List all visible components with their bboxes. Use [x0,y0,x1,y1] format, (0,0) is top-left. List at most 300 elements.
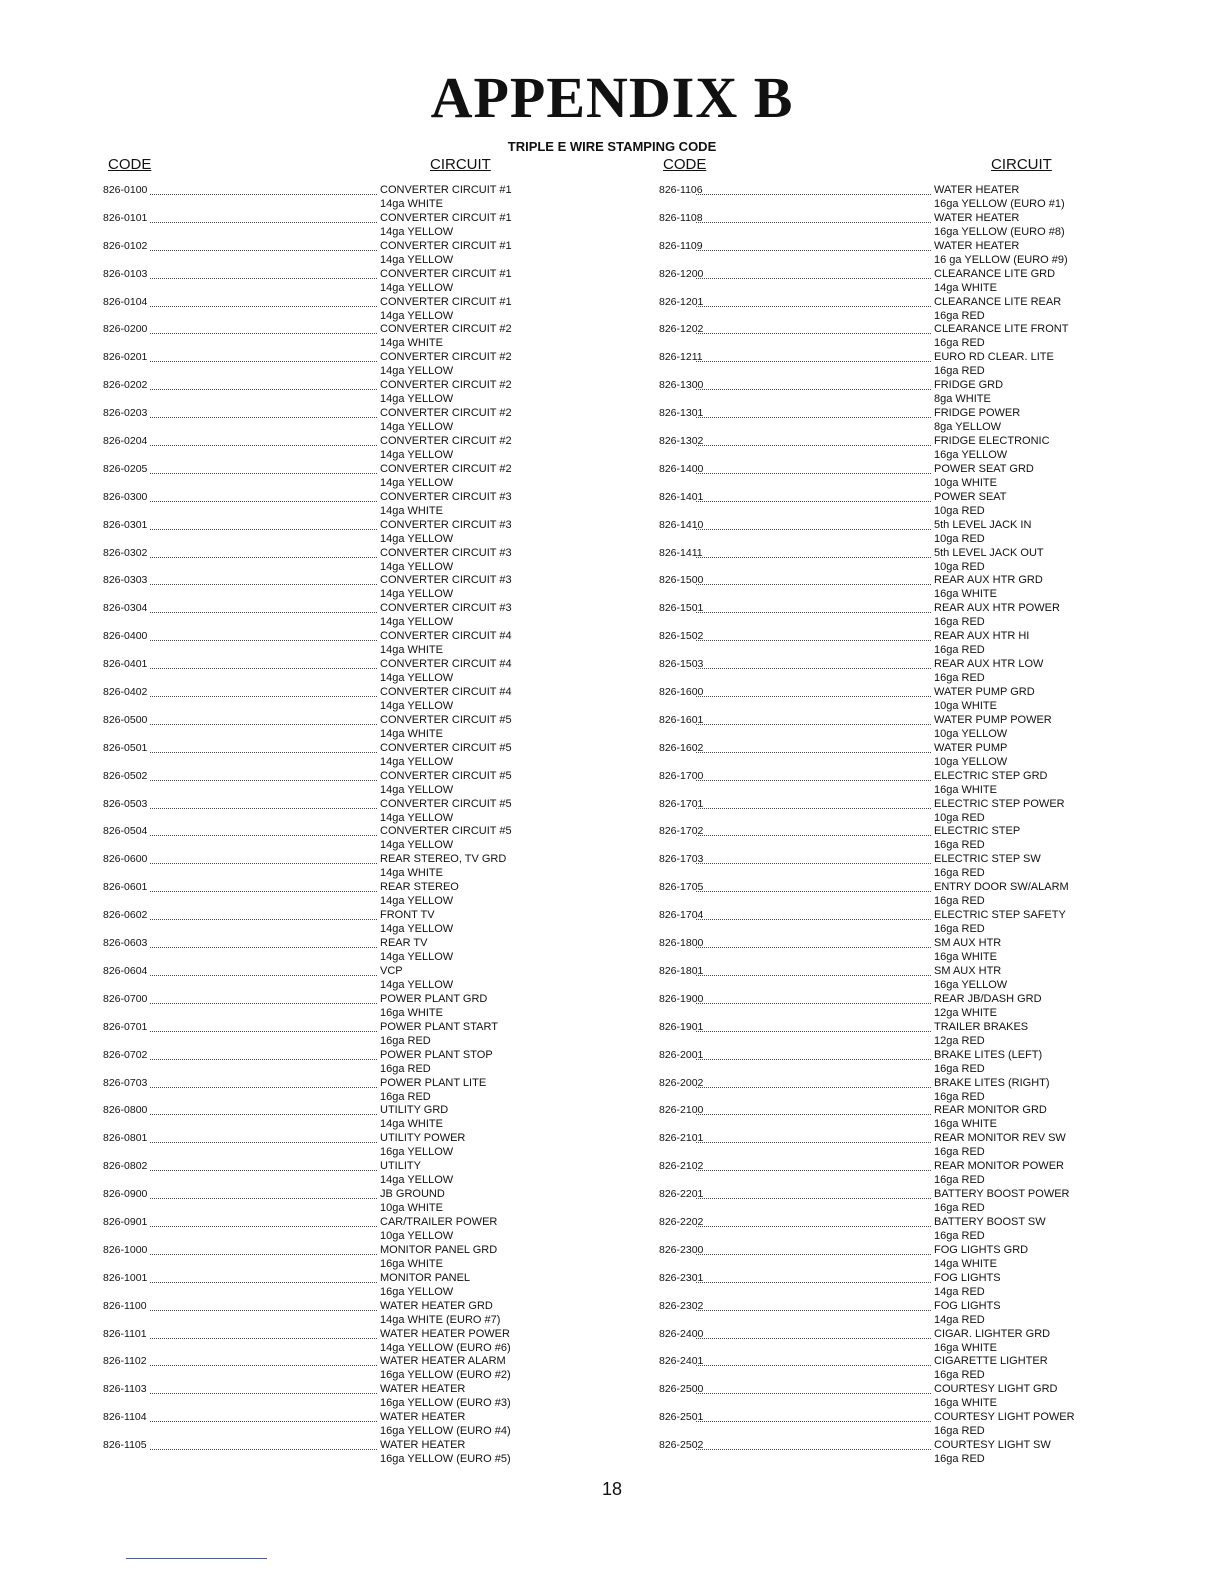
wire-gauge: 16ga YELLOW (EURO #8) [934,225,1065,238]
wire-gauge: 16ga RED [934,1174,985,1187]
circuit-description [380,1187,445,1215]
circuit-description [380,1076,486,1104]
circuit-description [380,1215,497,1243]
dot-leader [696,1132,931,1143]
circuit-name: EURO RD CLEAR. LITE [934,351,1054,364]
dot-leader [696,1244,931,1255]
list-item [103,769,563,797]
wire-code: 826-0103 [103,267,148,280]
wire-code: 826-1900 [659,992,704,1005]
dot-leader [696,630,931,641]
dot-leader [150,742,377,753]
circuit-description [380,713,512,741]
circuit-description [934,1327,1050,1355]
circuit-description [934,936,1001,964]
circuit-description [380,462,512,490]
wire-gauge: 14ga YELLOW [380,616,454,629]
wire-code: 826-2202 [659,1215,704,1228]
wire-code: 826-1401 [659,490,704,503]
dot-leader [150,435,377,446]
wire-code: 826-2300 [659,1243,704,1256]
circuit-name: WATER HEATER [380,1383,466,1396]
wire-code: 826-0301 [103,518,148,531]
wire-code: 826-0802 [103,1160,148,1173]
circuit-description [934,406,1020,434]
circuit-description [380,1327,511,1355]
list-item [103,322,563,350]
circuit-name: CONVERTER CIRCUIT #4 [380,630,512,643]
circuit-name: FOG LIGHTS [934,1271,1001,1284]
circuit-description [380,434,512,462]
list-item [103,713,563,741]
list-item [659,1410,1129,1438]
dot-leader [696,435,931,446]
list-item [659,1159,1129,1187]
wire-gauge: 12ga RED [934,1034,985,1047]
list-item [103,880,563,908]
dot-leader [150,1300,377,1311]
wire-gauge: 10ga WHITE [380,1202,443,1215]
list-item [659,992,1129,1020]
circuit-name: CONVERTER CIRCUIT #4 [380,686,512,699]
list-item [103,490,563,518]
wire-code: 826-0701 [103,1020,148,1033]
circuit-name: BATTERY BOOST POWER [934,1188,1070,1201]
wire-code: 826-0501 [103,741,148,754]
wire-gauge: 16ga RED [934,1369,985,1382]
wire-gauge: 8ga YELLOW [934,421,1002,434]
wire-gauge: 16ga YELLOW (EURO #1) [934,198,1065,210]
circuit-description [934,852,1041,880]
dot-leader [696,574,931,585]
wire-code: 826-0204 [103,435,148,448]
circuit-name: POWER PLANT GRD [380,992,488,1005]
dot-leader [150,909,377,920]
circuit-description [934,769,1048,797]
wire-gauge: 14ga YELLOW [380,532,454,545]
wire-gauge: 8ga WHITE [934,393,991,406]
circuit-description [934,434,1050,462]
dot-leader [696,1411,931,1422]
wire-code: 826-2400 [659,1327,704,1340]
list-item [659,1354,1129,1382]
circuit-name: CONVERTER CIRCUIT #5 [380,825,512,838]
list-item [103,1159,563,1187]
list-item [659,434,1129,462]
wire-gauge: 14ga YELLOW [380,672,454,685]
wire-gauge: 14ga YELLOW [380,978,454,991]
wire-gauge: 14ga YELLOW [380,560,454,573]
wire-code: 826-1800 [659,937,704,950]
wire-code: 826-1901 [659,1020,704,1033]
wire-gauge: 10ga RED [934,532,985,545]
wire-code: 826-0102 [103,239,148,252]
circuit-name: CONVERTER CIRCUIT #2 [380,462,512,475]
wire-gauge: 16ga RED [934,1425,985,1438]
wire-code: 826-0202 [103,379,148,392]
circuit-name: CONVERTER CIRCUIT #1 [380,295,512,308]
wire-gauge: 16ga YELLOW (EURO #5) [380,1453,511,1466]
list-item [659,824,1129,852]
wire-gauge: 16ga YELLOW (EURO #2) [380,1369,511,1382]
circuit-name: CLEARANCE LITE FRONT [934,323,1069,336]
list-item [659,964,1129,992]
wire-gauge: 14ga RED [934,1313,985,1326]
circuit-description [380,1354,511,1382]
list-item [103,852,563,880]
dot-leader [150,1216,377,1227]
list-item [103,1048,563,1076]
circuit-description [380,211,512,239]
wire-gauge: 16ga YELLOW (EURO #3) [380,1397,511,1410]
list-item [103,1299,563,1327]
dot-leader [696,881,931,892]
circuit-description [934,322,1068,350]
dot-leader [696,909,931,920]
page-number: 18 [601,1479,623,1499]
wire-gauge: 14ga YELLOW [380,951,454,964]
circuit-name: CONVERTER CIRCUIT #1 [380,267,512,280]
circuit-description [380,1299,500,1327]
dot-leader [150,1355,377,1366]
dot-leader [696,1188,931,1199]
list-item [659,1271,1129,1299]
wire-code: 826-2100 [659,1104,704,1117]
circuit-name: CIGAR. LIGHTER GRD [934,1327,1051,1340]
dot-leader [696,240,931,251]
dot-leader [696,658,931,669]
dot-leader [696,1216,931,1227]
circuit-description [380,1382,511,1410]
circuit-name: CONVERTER CIRCUIT #2 [380,407,512,420]
wire-gauge: 16ga WHITE [934,951,997,964]
list-item [103,824,563,852]
circuit-name: BRAKE LITES (LEFT) [934,1048,1043,1061]
wire-code: 826-1100 [103,1299,147,1312]
list-item [659,1103,1129,1131]
circuit-description [380,378,512,406]
wire-code: 826-0600 [103,853,148,866]
list-item [103,908,563,936]
circuit-name: BRAKE LITES (RIGHT) [934,1076,1050,1089]
circuit-description [934,1215,1046,1243]
dot-leader [150,1104,377,1115]
list-item [659,657,1129,685]
circuit-name: REAR MONITOR GRD [934,1104,1047,1117]
dot-leader [150,379,377,390]
wire-code: 826-1102 [103,1355,147,1368]
wire-gauge: 16ga RED [934,616,985,629]
wire-code: 826-1200 [659,267,704,280]
circuit-name: MONITOR PANEL [380,1271,471,1284]
list-item [659,267,1129,295]
list-item [103,267,563,295]
dot-leader [150,993,377,1004]
circuit-name: WATER HEATER [380,1439,466,1452]
list-item [659,1020,1129,1048]
wire-gauge: 10ga RED [934,504,985,517]
wire-gauge: 14ga YELLOW [380,225,454,238]
wire-gauge: 14ga YELLOW [380,449,454,462]
list-item [103,1410,563,1438]
dot-leader [696,351,931,362]
circuit-name: POWER SEAT [934,490,1007,503]
list-item [659,1187,1129,1215]
list-item [103,1103,563,1131]
wire-code: 826-0205 [103,462,148,475]
circuit-name: UTILITY [380,1160,421,1173]
dot-leader [150,1328,377,1339]
wire-gauge: 16ga RED [934,309,985,322]
circuit-name: CONVERTER CIRCUIT #3 [380,490,512,503]
left-code-header: CODE [108,156,152,173]
circuit-name: POWER PLANT LITE [380,1076,487,1089]
wire-gauge: 10ga YELLOW [934,727,1008,740]
circuit-description [380,322,512,350]
dot-leader [696,1021,931,1032]
wire-code: 826-0601 [103,881,148,894]
wire-code: 826-1106 [659,184,703,196]
list-item [659,1131,1129,1159]
circuit-description [934,295,1061,323]
circuit-description [934,713,1052,741]
dot-leader [696,965,931,976]
circuit-name: CONVERTER CIRCUIT #1 [380,239,512,252]
circuit-description [380,1271,470,1299]
wire-gauge: 14ga YELLOW [380,253,454,266]
list-item [659,239,1129,267]
circuit-description [934,797,1065,825]
dot-leader [696,825,931,836]
circuit-description [380,685,512,713]
wire-gauge: 14ga YELLOW [380,588,454,601]
wire-gauge: 14ga WHITE (EURO #7) [380,1313,501,1326]
circuit-description [934,741,1007,769]
wire-code: 826-2102 [659,1160,704,1173]
list-item [103,657,563,685]
dot-leader [150,937,377,948]
wire-gauge: 10ga RED [934,560,985,573]
circuit-name: BATTERY BOOST SW [934,1215,1046,1228]
wire-code: 826-0104 [103,295,148,308]
wire-gauge: 16ga RED [380,1034,431,1047]
circuit-name: ENTRY DOOR SW/ALARM [934,881,1069,894]
wire-code: 826-0101 [103,211,148,224]
dot-leader [696,1160,931,1171]
dot-leader [696,993,931,1004]
dot-leader [150,212,377,223]
dot-leader [696,323,931,334]
dot-leader [696,686,931,697]
circuit-name: WATER PUMP POWER [934,713,1052,726]
dot-leader [696,1355,931,1366]
circuit-name: WATER HEATER POWER [380,1327,510,1340]
circuit-description [934,1271,1001,1299]
list-item [659,490,1129,518]
circuit-name: REAR STEREO, TV GRD [380,853,507,866]
dot-leader [150,184,377,195]
wire-gauge: 16ga YELLOW [934,449,1008,462]
dot-leader [150,491,377,502]
list-item [659,852,1129,880]
wire-gauge: 16ga RED [934,1090,985,1103]
circuit-name: WATER HEATER [934,239,1020,252]
dot-leader [696,407,931,418]
dot-leader [696,1104,931,1115]
wire-gauge: 10ga YELLOW [934,755,1008,768]
circuit-description [934,462,1034,490]
dot-leader [696,853,931,864]
list-item [659,713,1129,741]
wire-code: 826-1501 [659,602,704,615]
wire-code: 826-2501 [659,1411,704,1424]
circuit-description [934,685,1035,713]
dot-leader [696,463,931,474]
list-item [659,211,1129,239]
circuit-description [934,601,1060,629]
circuit-name: CONVERTER CIRCUIT #3 [380,602,512,615]
circuit-name: POWER PLANT STOP [380,1048,493,1061]
wire-code: 826-1301 [659,407,704,420]
dot-leader [150,965,377,976]
list-item [659,350,1129,378]
wire-gauge: 14ga YELLOW [380,421,454,434]
dot-leader [150,658,377,669]
wire-code: 826-0400 [103,630,148,643]
wire-gauge: 16ga YELLOW [380,1146,454,1159]
dot-leader [696,184,931,195]
circuit-name: CONVERTER CIRCUIT #3 [380,574,512,587]
circuit-description [380,1243,497,1271]
list-item [103,1020,563,1048]
wire-gauge: 16ga WHITE [934,783,997,796]
wire-code: 826-1600 [659,686,704,699]
dot-leader [696,519,931,530]
list-item [103,211,563,239]
wire-gauge: 14ga WHITE [380,1118,443,1131]
wire-code: 826-0203 [103,407,148,420]
circuit-name: FOG LIGHTS [934,1299,1001,1312]
wire-gauge: 16ga RED [934,867,985,880]
circuit-description [934,183,1065,211]
circuit-name: TRAILER BRAKES [934,1020,1029,1033]
circuit-description [380,852,506,880]
list-item [103,629,563,657]
wire-code: 826-0703 [103,1076,148,1089]
list-item [103,741,563,769]
circuit-description [380,1438,511,1466]
circuit-description [934,992,1042,1020]
list-item [103,573,563,601]
right-column [659,183,1129,1466]
circuit-name: WATER HEATER [380,1411,466,1424]
dot-leader [150,268,377,279]
circuit-description [380,824,512,852]
circuit-description [934,1438,1051,1466]
circuit-description [934,378,1003,406]
circuit-name: POWER PLANT START [380,1020,498,1033]
list-item [659,1048,1129,1076]
circuit-description [934,239,1068,267]
list-item [659,685,1129,713]
wire-code: 826-0604 [103,964,148,977]
wire-gauge: 14ga YELLOW (EURO #6) [380,1341,511,1354]
wire-code: 826-0504 [103,825,148,838]
list-item [103,1382,563,1410]
list-item [103,295,563,323]
circuit-description [934,1048,1042,1076]
dot-leader [696,491,931,502]
dot-leader [150,825,377,836]
circuit-name: POWER SEAT GRD [934,462,1034,475]
circuit-description [934,573,1043,601]
list-item [659,936,1129,964]
wire-code: 826-0402 [103,686,148,699]
circuit-description [380,769,512,797]
circuit-description [380,518,512,546]
circuit-name: COURTESY LIGHT SW [934,1439,1051,1452]
wire-code: 826-0100 [103,184,148,196]
circuit-name: CIGARETTE LIGHTER [934,1355,1048,1368]
wire-code: 826-0901 [103,1215,148,1228]
dot-leader [150,1383,377,1394]
circuit-name: ELECTRIC STEP [934,825,1021,838]
list-item [103,183,563,211]
wire-gauge: 14ga WHITE [934,1257,997,1270]
circuit-description [380,741,512,769]
wire-gauge: 14ga WHITE [380,867,443,880]
wire-gauge: 14ga YELLOW [380,365,454,378]
list-item [103,1215,563,1243]
list-item [103,1243,563,1271]
wire-code: 826-0800 [103,1104,148,1117]
circuit-description [934,1187,1070,1215]
circuit-name: WATER PUMP GRD [934,686,1035,699]
circuit-name: VCP [380,964,403,977]
wire-gauge: 16ga WHITE [380,1006,443,1019]
wire-code: 826-1503 [659,658,704,671]
dot-leader [696,1383,931,1394]
wire-gauge: 14ga WHITE [380,727,443,740]
wire-code: 826-1105 [103,1439,147,1452]
circuit-name: SM AUX HTR [934,937,1002,950]
circuit-name: CONVERTER CIRCUIT #2 [380,379,512,392]
list-item [103,964,563,992]
dot-leader [696,547,931,558]
circuit-description [380,295,512,323]
wire-code: 826-0300 [103,490,148,503]
wire-code: 826-1400 [659,462,704,475]
circuit-description [934,824,1020,852]
circuit-name: CONVERTER CIRCUIT #4 [380,658,512,671]
list-item [659,546,1129,574]
list-item [103,1327,563,1355]
wire-code: 826-1411 [659,546,703,559]
wire-code: 826-0201 [103,351,148,364]
dot-leader [696,1328,931,1339]
wire-gauge: 16ga RED [380,1062,431,1075]
list-item [659,518,1129,546]
wire-code: 826-1500 [659,574,704,587]
wire-code: 826-2001 [659,1048,704,1061]
wire-code: 826-1109 [659,239,703,252]
list-item [103,1187,563,1215]
wire-gauge: 16ga WHITE [934,1118,997,1131]
dot-leader [150,1272,377,1283]
wire-code: 826-2101 [659,1132,704,1145]
wire-gauge: 10ga WHITE [934,476,997,489]
wire-gauge: 14ga YELLOW [380,700,454,713]
